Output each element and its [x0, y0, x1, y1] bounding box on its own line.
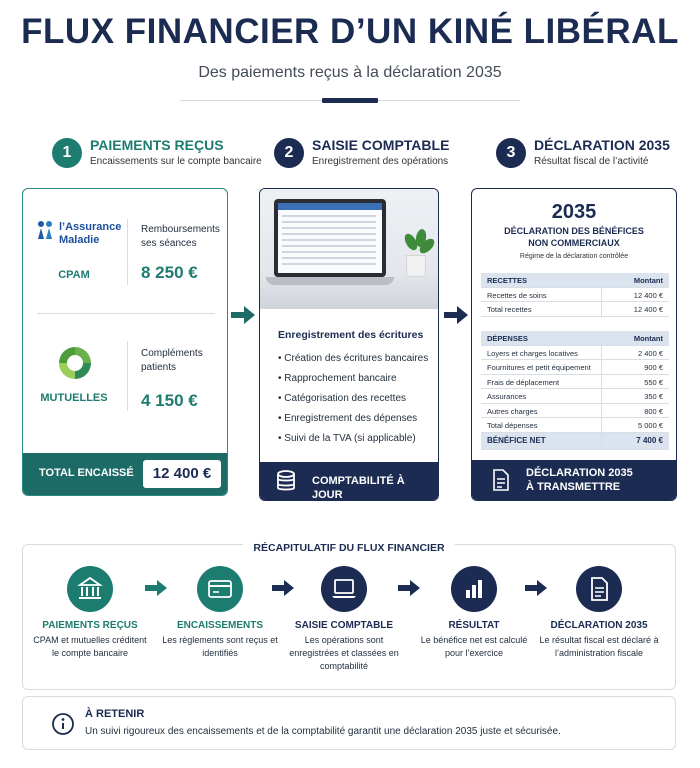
logo-text-line1: l’Assurance	[59, 221, 122, 233]
recap-step-desc: Le résultat fiscal est déclaré à l’administration fiscale	[539, 635, 659, 658]
declaration-card	[471, 188, 677, 501]
flow-arrow-icon	[272, 580, 294, 596]
mutuelles-label: MUTUELLES	[40, 392, 108, 404]
row-label: Fournitures et petit équipement	[487, 363, 591, 372]
accounting-footer	[260, 462, 438, 500]
laptop-image	[260, 189, 438, 309]
mutuelles-amount: 4 150 €	[141, 391, 198, 410]
recap-step-title: DÉCLARATION 2035	[550, 620, 648, 631]
step-subtitle: Enregistrement des opérations	[312, 156, 449, 167]
net-profit-label: BÉNÉFICE NET	[487, 435, 546, 445]
flow-arrow-icon	[525, 580, 547, 596]
row-amount: 12 400 €	[633, 290, 663, 300]
people-logo-icon	[35, 219, 57, 241]
step-title: DÉCLARATION 2035	[534, 137, 670, 153]
declaration-year: 2035	[551, 201, 597, 223]
step-subtitle: Encaissements sur le compte bancaire	[90, 156, 262, 167]
table-row	[481, 418, 669, 433]
row-amount: 900 €	[644, 363, 663, 372]
divider	[127, 341, 128, 411]
table-header-amount: Montant	[633, 334, 663, 343]
spreadsheet-row	[282, 239, 376, 241]
declaration-footer	[472, 460, 676, 500]
spreadsheet-row	[282, 263, 376, 265]
bullet-text: Catégorisation des recettes	[284, 393, 407, 404]
row-label: Total recettes	[487, 305, 532, 314]
step-header-3	[496, 136, 696, 172]
spreadsheet-row	[282, 221, 376, 223]
recap-step-title: RÉSULTAT	[448, 620, 500, 631]
cpam-label: CPAM	[58, 269, 90, 281]
step-subtitle: Résultat fiscal de l’activité	[534, 156, 649, 167]
document-icon	[576, 566, 622, 612]
recap-step-desc: Les opérations sont enregistrées et classées en comptabilité	[289, 635, 399, 671]
spreadsheet-row	[282, 215, 376, 217]
flow-arrow-icon	[231, 305, 255, 325]
total-label: TOTAL ENCAISSÉ	[39, 467, 134, 479]
row-label: Loyers et charges locatives	[487, 348, 578, 358]
payments-card	[22, 188, 228, 496]
table-header-row	[481, 273, 669, 288]
row-label: Recettes de soins	[487, 290, 547, 300]
accounting-card	[259, 188, 439, 501]
title-divider-accent	[322, 98, 378, 103]
step-number: 1	[52, 138, 82, 168]
flow-arrow-icon	[145, 580, 167, 596]
spreadsheet-toolbar	[278, 203, 382, 210]
table-row	[481, 375, 669, 390]
flow-arrow-icon	[444, 305, 468, 325]
assurance-maladie-logo	[35, 219, 125, 259]
declaration-regime: Régime de la déclaration contrôlée	[519, 253, 629, 260]
bar-chart-icon	[451, 566, 497, 612]
declaration-title	[472, 225, 676, 249]
table-header-label: RECETTES	[487, 276, 528, 285]
accounting-bullet: • Catégorisation des recettes	[278, 393, 407, 404]
step-header-1	[52, 136, 262, 172]
total-bar	[23, 453, 227, 495]
row-label: Total dépenses	[487, 421, 538, 430]
cpam-reason: Remboursements ses séances	[141, 224, 220, 249]
key-takeaway-title: À RETENIR	[85, 708, 145, 720]
net-profit-row	[481, 433, 669, 450]
row-amount: 12 400 €	[633, 305, 663, 314]
mutuelle-logo-icon	[57, 345, 93, 381]
table-header-amount: Montant	[633, 276, 663, 285]
footer-line: DÉCLARATION 2035	[526, 467, 633, 479]
step-header-2	[274, 136, 474, 172]
page-subtitle: Des paiements reçus à la déclaration 2035	[198, 64, 502, 81]
recap-step-title: PAIEMENTS REÇUS	[42, 620, 138, 631]
spreadsheet-row	[282, 251, 376, 253]
bullet-text: Rapprochement bancaire	[284, 373, 397, 384]
document-icon	[492, 469, 510, 491]
table-row	[481, 346, 669, 361]
declaration-footer-label	[526, 466, 633, 494]
spreadsheet-row	[282, 227, 376, 229]
bullet-text: Enregistrement des dépenses	[284, 413, 418, 424]
recap-step-desc: CPAM et mutuelles créditent le compte bancaire	[33, 635, 147, 658]
accounting-footer-label: COMPTABILITÉ À JOUR	[312, 475, 405, 501]
row-amount: 550 €	[644, 377, 663, 387]
accounting-bullet: • Suivi de la TVA (si applicable)	[278, 433, 416, 444]
table-row	[481, 288, 669, 303]
laptop-base	[266, 277, 394, 285]
bullet-text: Création des écritures bancaires	[284, 353, 429, 364]
recap-title	[23, 538, 675, 556]
database-icon	[276, 470, 296, 492]
card-icon	[197, 566, 243, 612]
table-row	[481, 389, 669, 404]
divider	[37, 313, 215, 314]
accounting-bullet: • Rapprochement bancaire	[278, 373, 397, 384]
key-takeaway-box	[22, 696, 676, 750]
declaration-title-line: DÉCLARATION DES BÉNÉFICES	[504, 226, 644, 236]
declaration-title-line: NON COMMERCIAUX	[528, 238, 620, 248]
accounting-heading: Enregistrement des écritures	[278, 329, 424, 341]
accounting-bullet: • Enregistrement des dépenses	[278, 413, 418, 424]
bank-icon	[67, 566, 113, 612]
recap-step-title: ENCAISSEMENTS	[176, 620, 264, 631]
mutuelles-reason: Compléments patients	[141, 348, 203, 373]
spreadsheet-row	[282, 245, 376, 247]
step-title: SAISIE COMPTABLE	[312, 137, 450, 153]
table-header-label: DÉPENSES	[487, 334, 528, 343]
row-label: Assurances	[487, 392, 527, 401]
spreadsheet-row	[282, 257, 376, 259]
accounting-bullet: • Création des écritures bancaires	[278, 353, 429, 364]
table-row	[481, 302, 669, 317]
recap-title-text: RÉCAPITULATIF DU FLUX FINANCIER	[243, 542, 454, 554]
table-header-row	[481, 331, 669, 346]
page-title: FLUX FINANCIER D’UN KINÉ LIBÉRAL	[21, 12, 679, 51]
plant-pot	[406, 255, 426, 277]
laptop-icon	[321, 566, 367, 612]
row-label: Frais de déplacement	[487, 377, 560, 387]
info-icon	[51, 712, 75, 736]
recettes-table	[481, 273, 669, 317]
flow-arrow-icon	[398, 580, 420, 596]
net-profit-amount: 7 400 €	[636, 435, 663, 445]
cpam-amount: 8 250 €	[141, 263, 198, 282]
row-label: Autres charges	[487, 406, 538, 416]
bullet-text: Suivi de la TVA (si applicable)	[284, 433, 416, 444]
table-row	[481, 404, 669, 419]
recap-step-title: SAISIE COMPTABLE	[294, 620, 394, 631]
spreadsheet-row	[282, 233, 376, 235]
row-amount: 800 €	[644, 406, 663, 416]
total-amount: 12 400 €	[143, 460, 221, 488]
divider	[127, 219, 128, 285]
row-amount: 350 €	[644, 392, 663, 401]
key-takeaway-text: Un suivi rigoureux des encaissements et de la comptabilité garantit une déclaration 2035 juste et sécurisée.	[85, 726, 561, 737]
logo-text-line2: Maladie	[59, 234, 100, 246]
step-number: 2	[274, 138, 304, 168]
footer-line: À TRANSMETTRE	[526, 481, 621, 493]
row-amount: 5 000 €	[637, 421, 663, 430]
table-row	[481, 360, 669, 375]
step-number: 3	[496, 138, 526, 168]
recap-step-desc: Les règlements sont reçus et identifiés	[162, 635, 278, 658]
depenses-table	[481, 331, 669, 450]
step-title: PAIEMENTS REÇUS	[90, 137, 224, 153]
row-amount: 2 400 €	[637, 348, 663, 358]
recap-step-desc: Le bénéfice net est calculé pour l’exercice	[420, 635, 528, 658]
